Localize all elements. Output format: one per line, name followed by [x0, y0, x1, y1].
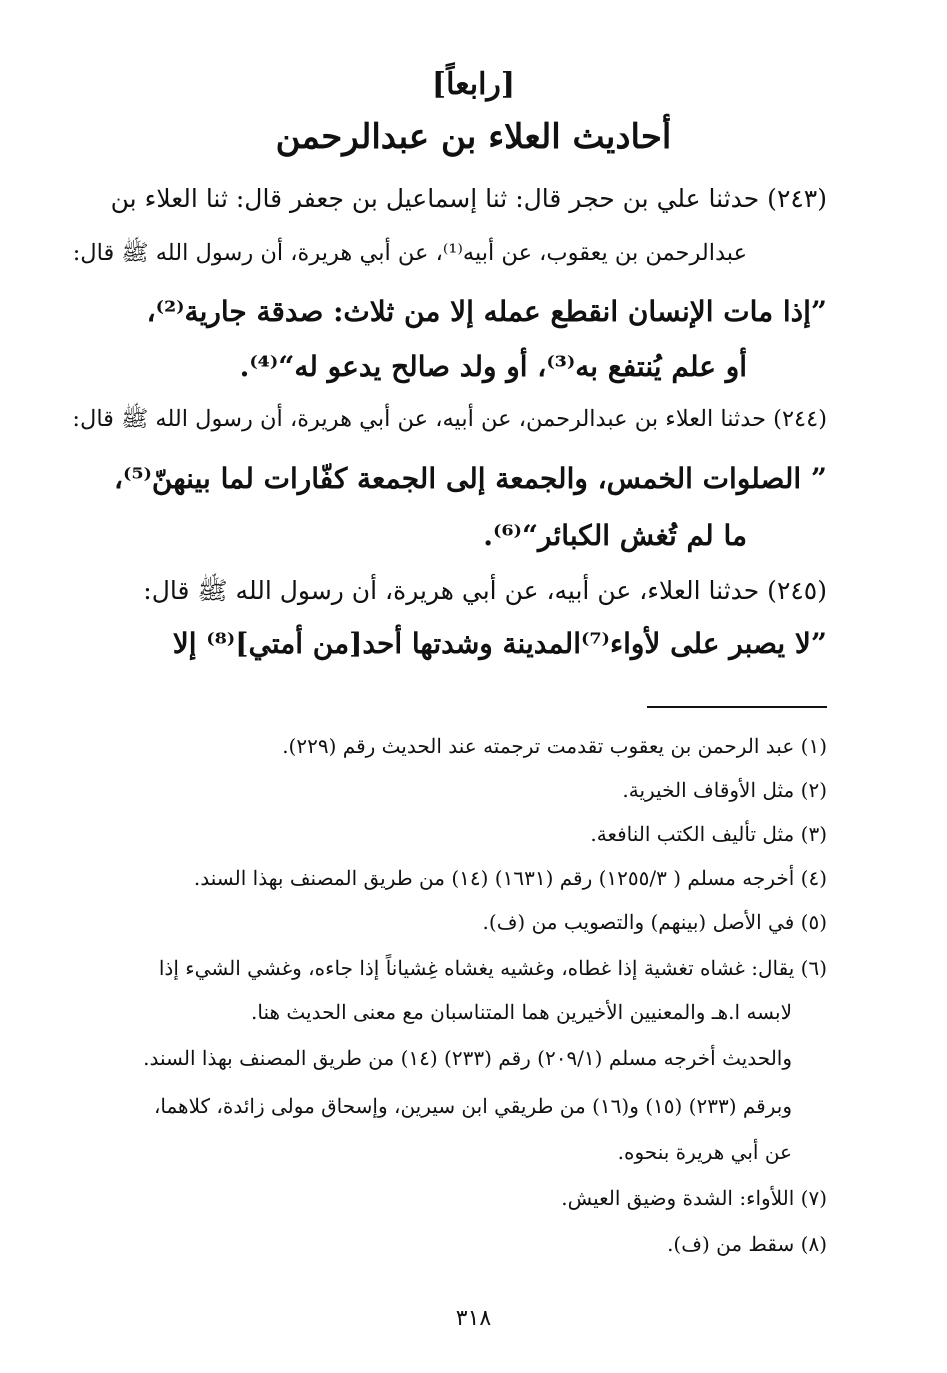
hadith-243-isnad-cont: عبدالرحمن بن يعقوب، عن أبيه⁽¹⁾، عن أبي هريرة، أن رسول الله ﷺ قال: — [72, 240, 747, 266]
footnote-6-cont-1: لابسه ا.هـ والمعنيين الأخيرين هما المتناسبان مع معنى الحديث هنا. — [251, 1000, 792, 1024]
page-number: ٣١٨ — [455, 1306, 492, 1331]
footnote-8: (٨) سقط من (ف). — [667, 1232, 827, 1256]
hadith-244-text: ” الصلوات الخمس، والجمعة إلى الجمعة كفّارات لما بينهنّ⁽⁵⁾، — [113, 462, 827, 495]
hadith-243-isnad: (٢٤٣) حدثنا علي بن حجر قال: ثنا إسماعيل بن جعفر قال: ثنا العلاء بن — [110, 184, 827, 213]
hadith-245-text: ”لا يصبر على لأواء⁽⁷⁾المدينة وشدتها أحد[من أمتي]⁽⁸⁾ إلا — [172, 627, 827, 660]
section-label: [رابعاً] — [431, 67, 516, 102]
footnote-6-cont-3: وبرقم (٢٣٣) (١٥) و(١٦) من طريقي ابن سيرين، وإسحاق مولى زائدة، كلاهما، — [153, 1094, 792, 1118]
footnote-1: (١) عبد الرحمن بن يعقوب تقدمت ترجمته عند الحديث رقم (٢٢٩). — [282, 734, 827, 758]
footnote-divider — [647, 706, 827, 708]
hadith-243-text-cont: أو علم يُنتفع به⁽³⁾، أو ولد صالح يدعو له“⁽⁴⁾. — [239, 350, 747, 383]
footnote-6-cont-4: عن أبي هريرة بنحوه. — [617, 1140, 792, 1164]
hadith-244-text-cont: ما لم تُغش الكبائر“⁽⁶⁾. — [483, 519, 747, 552]
hadith-245-isnad: (٢٤٥) حدثنا العلاء، عن أبيه، عن أبي هريرة، أن رسول الله ﷺ قال: — [143, 576, 827, 605]
hadith-244-isnad: (٢٤٤) حدثنا العلاء بن عبدالرحمن، عن أبيه، عن أبي هريرة، أن رسول الله ﷺ قال: — [72, 406, 827, 432]
footnote-2: (٢) مثل الأوقاف الخيرية. — [622, 778, 827, 802]
footnote-7: (٧) اللأواء: الشدة وضيق العيش. — [561, 1186, 827, 1210]
footnote-6: (٦) يقال: غشاه تغشية إذا غطاه، وغشيه يغشاه غِشياناً إذا جاءه، وغشي الشيء إذا — [158, 956, 827, 980]
footnote-3: (٣) مثل تأليف الكتب النافعة. — [590, 822, 827, 846]
footnote-6-cont-2: والحديث أخرجه مسلم (٢٠٩/١) رقم (٢٣٣) (١٤) من طريق المصنف بهذا السند. — [143, 1046, 792, 1070]
hadith-243-text: ”إذا مات الإنسان انقطع عمله إلا من ثلاث: صدقة جارية⁽²⁾، — [146, 295, 827, 328]
section-title: أحاديث العلاء بن عبدالرحمن — [275, 117, 672, 157]
footnote-4: (٤) أخرجه مسلم ( ١٢٥٥/٣) رقم (١٦٣١) (١٤) من طريق المصنف بهذا السند. — [193, 866, 827, 890]
footnote-5: (٥) في الأصل (بينهم) والتصويب من (ف). — [482, 910, 827, 934]
